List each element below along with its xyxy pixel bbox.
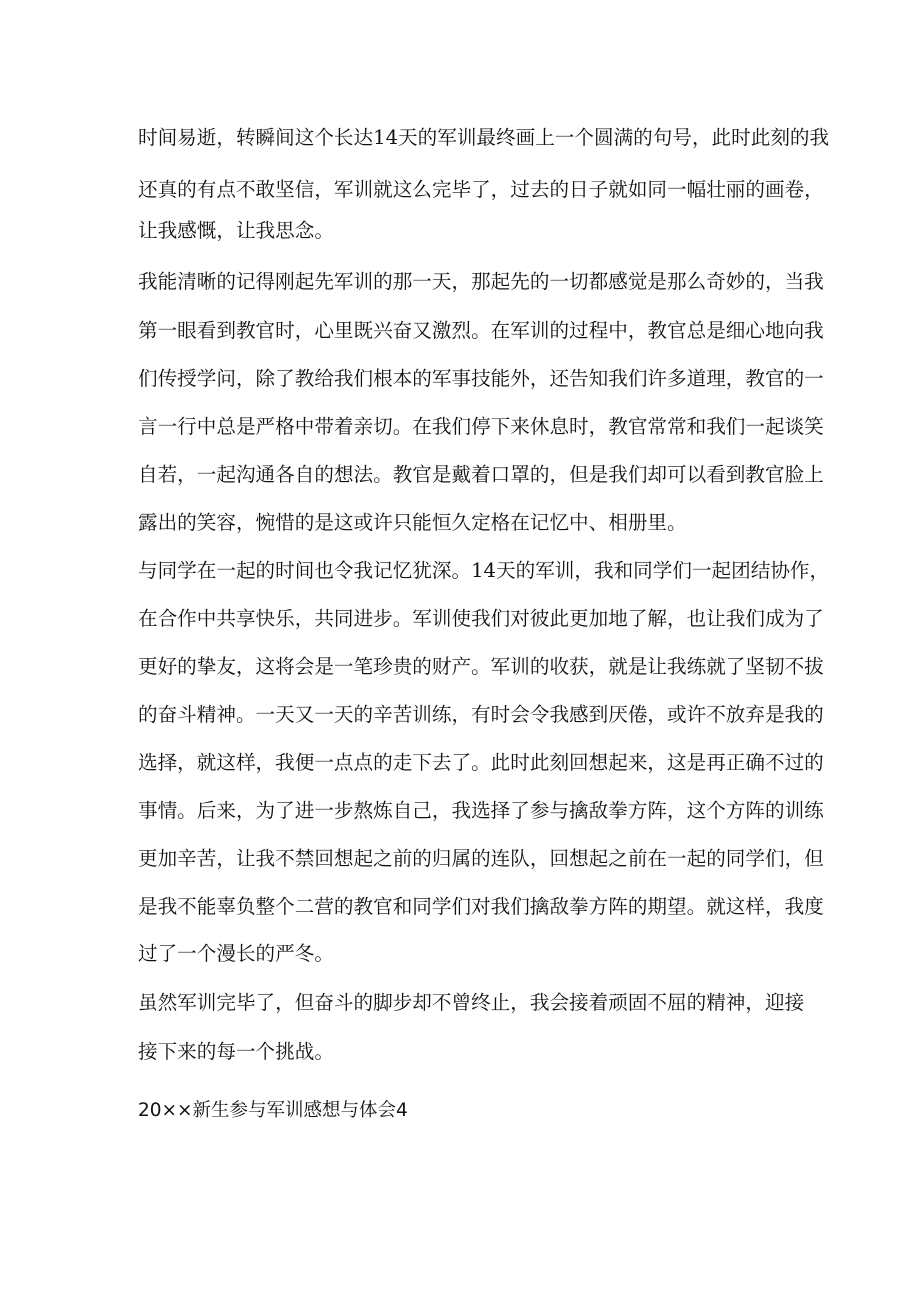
paragraph-3-line-1: 与同学在一起的时间也令我记忆犹深。14天的军训，我和同学们一起团结协作， [138,559,830,582]
paragraph-3-line-8: 是我不能辜负整个二营的教官和同学们对我们擒敌拳方阵的期望。就这样，我度 [138,895,824,918]
paragraph-3-line-4: 的奋斗精神。一天又一天的辛苦训练，有时会令我感到厌倦，或许不放弃是我的 [138,703,824,726]
paragraph-2-line-4: 言一行中总是严格中带着亲切。在我们停下来休息时，教官常常和我们一起谈笑 [138,415,824,438]
paragraph-3-line-7: 更加辛苦，让我不禁回想起之前的归属的连队，回想起之前在一起的同学们，但 [138,847,824,870]
paragraph-2-line-6: 露出的笑容，惋惜的是这或许只能恒久定格在记忆中、相册里。 [138,511,687,534]
paragraph-3-line-5: 选择，就这样，我便一点点的走下去了。此时此刻回想起来，这是再正确不过的 [138,751,824,774]
section-heading: 20××新生参与军训感想与体会4 [138,1100,408,1121]
paragraph-3-line-3: 更好的挚友，这将会是一笔珍贵的财产。军训的收获，就是让我练就了坚韧不拔 [138,655,824,678]
paragraph-1-line-2: 还真的有点不敢坚信，军训就这么完毕了，过去的日子就如同一幅壮丽的画卷， [138,178,824,201]
paragraph-2-line-3: 们传授学问，除了教给我们根本的军事技能外，还告知我们许多道理，教官的一 [138,367,824,390]
paragraph-2-line-5: 自若，一起沟通各自的想法。教官是戴着口罩的，但是我们却可以看到教官脸上 [138,463,824,486]
paragraph-2-line-2: 第一眼看到教官时，心里既兴奋又激烈。在军训的过程中，教官总是细心地向我 [138,319,824,342]
paragraph-2-line-1: 我能清晰的记得刚起先军训的那一天，那起先的一切都感觉是那么奇妙的，当我 [138,270,824,293]
paragraph-3-line-6: 事情。后来，为了进一步熬炼自己，我选择了参与擒敌拳方阵，这个方阵的训练 [138,799,824,822]
paragraph-3-line-2: 在合作中共享快乐，共同进步。军训使我们对彼此更加地了解，也让我们成为了 [138,607,824,630]
paragraph-1-line-1: 时间易逝，转瞬间这个长达14天的军训最终画上一个圆满的句号，此时此刻的我 [138,126,830,149]
paragraph-4-line-1: 虽然军训完毕了，但奋斗的脚步却不曾终止，我会接着顽固不屈的精神，迎接 [138,991,805,1014]
paragraph-3-line-9: 过了一个漫长的严冬。 [138,942,334,965]
paragraph-1-line-3: 让我感慨，让我思念。 [138,219,334,242]
paragraph-4-line-2: 接下来的每一个挑战。 [138,1040,334,1063]
